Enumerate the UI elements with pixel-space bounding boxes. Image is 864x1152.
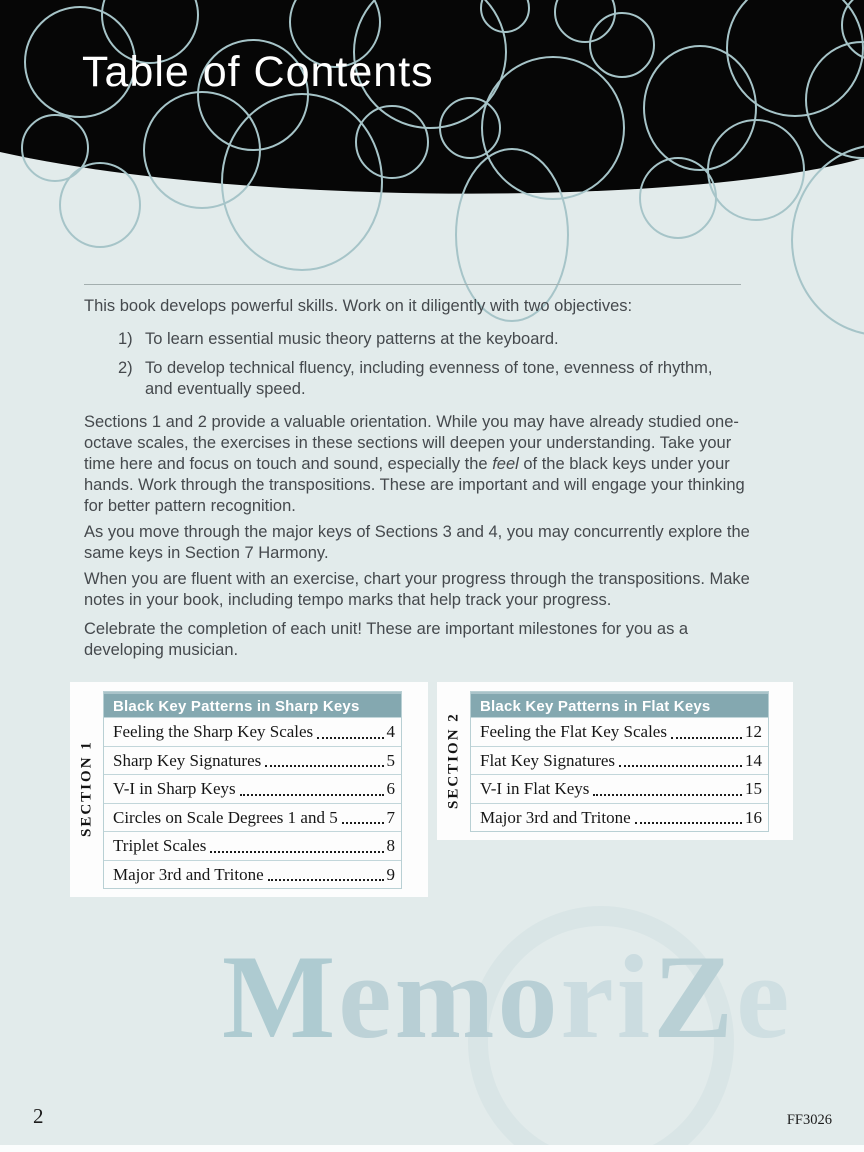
toc-table-header: Black Key Patterns in Flat Keys [471, 692, 768, 717]
toc-entry-title: Triplet Scales [113, 836, 207, 855]
toc-entry-page: 6 [386, 779, 395, 798]
page-number: 2 [33, 1104, 44, 1128]
toc-row [471, 803, 768, 832]
intro-lead: This book develops powerful skills. Work on it diligently with two objectives: [84, 297, 633, 315]
toc-row [471, 717, 768, 746]
objective-text: To learn essential music theory patterns at the keyboard. [145, 330, 559, 348]
section-1-label: SECTION 1 [78, 740, 95, 838]
toc-row [104, 774, 401, 803]
dot-leader [317, 737, 383, 739]
toc-entry-page: 7 [386, 807, 395, 827]
italic-feel: feel [492, 455, 519, 473]
paragraph-fluency: When you are fluent with an exercise, chart your progress through the transpositions. Make notes in your book, including tempo marks that help track your progress. [84, 570, 750, 609]
page-title: Table of Contents [82, 48, 434, 96]
toc-panel-section-2 [437, 682, 793, 840]
catalog-number: FF3026 [786, 1112, 832, 1128]
dot-leader [342, 822, 384, 824]
dot-leader [240, 794, 384, 796]
toc-row [471, 746, 768, 775]
toc-row [104, 860, 401, 889]
objective-number: 1) [118, 330, 133, 348]
toc-entry-title: Circles on Scale Degrees 1 and 5 [113, 807, 338, 827]
toc-entry-title: Major 3rd and Tritone [480, 807, 631, 827]
toc-entry-title: Sharp Key Signatures [113, 750, 262, 770]
toc-entry-page: 9 [386, 864, 395, 884]
divider-rule [84, 284, 741, 285]
toc-row [104, 803, 401, 832]
objective-text: To develop technical fluency, including evenness of tone, evenness of rhythm, and eventually speed. [145, 359, 713, 398]
toc-entry-page: 8 [386, 836, 395, 855]
watermark-memorize: MemoriZe [222, 930, 793, 1063]
page-bottom-edge [0, 1145, 864, 1152]
dot-leader [671, 737, 742, 739]
dot-leader [619, 765, 742, 767]
toc-entry-page: 12 [745, 722, 762, 741]
toc-table-header: Black Key Patterns in Sharp Keys [104, 692, 401, 717]
intro-text [84, 296, 760, 661]
toc-entry-title: V-I in Sharp Keys [113, 779, 236, 798]
dot-leader [265, 765, 383, 767]
toc-row [104, 831, 401, 860]
section-2-label: SECTION 2 [445, 712, 462, 809]
dot-leader [593, 794, 742, 796]
toc-entry-page: 5 [386, 750, 395, 770]
toc-row [104, 746, 401, 775]
toc-entry-title: Feeling the Sharp Key Scales [113, 722, 314, 741]
toc-entry-page: 16 [745, 807, 762, 827]
toc-entry-title: Flat Key Signatures [480, 750, 616, 770]
toc-entry-title: Feeling the Flat Key Scales [480, 722, 667, 741]
toc-table-flat-keys [470, 691, 769, 832]
toc-entry-title: Major 3rd and Tritone [113, 864, 264, 884]
dot-leader [635, 822, 742, 824]
toc-entry-page: 15 [745, 779, 762, 798]
objective-item [118, 358, 760, 400]
toc-row [104, 717, 401, 746]
toc-entry-page: 4 [386, 722, 395, 741]
dot-leader [210, 851, 383, 853]
paragraph-sections-1-2: Sections 1 and 2 provide a valuable orientation. While you may have already studied one-octave scales, the exercises in these sections will deepen your understanding. Take your time here and focus on touch and sound, especially the feel of the black keys under your hands. Work through the transpositions. These are important and will engage your thinking for better pattern recognition. [84, 413, 745, 515]
paragraph-celebrate: Celebrate the completion of each unit! These are important milestones for you as a developing musician. [84, 620, 689, 659]
toc-table-sharp-keys [103, 691, 402, 889]
toc-entry-title: V-I in Flat Keys [480, 779, 590, 798]
paragraph-sections-3-4: As you move through the major keys of Sections 3 and 4, you may concurrently explore the same keys in Section 7 Harmony. [84, 523, 750, 562]
toc-row [471, 774, 768, 803]
objective-item [118, 329, 760, 350]
toc-panel-section-1 [70, 682, 428, 897]
toc-entry-page: 14 [745, 750, 762, 770]
objective-number: 2) [118, 359, 133, 377]
dot-leader [268, 879, 384, 881]
